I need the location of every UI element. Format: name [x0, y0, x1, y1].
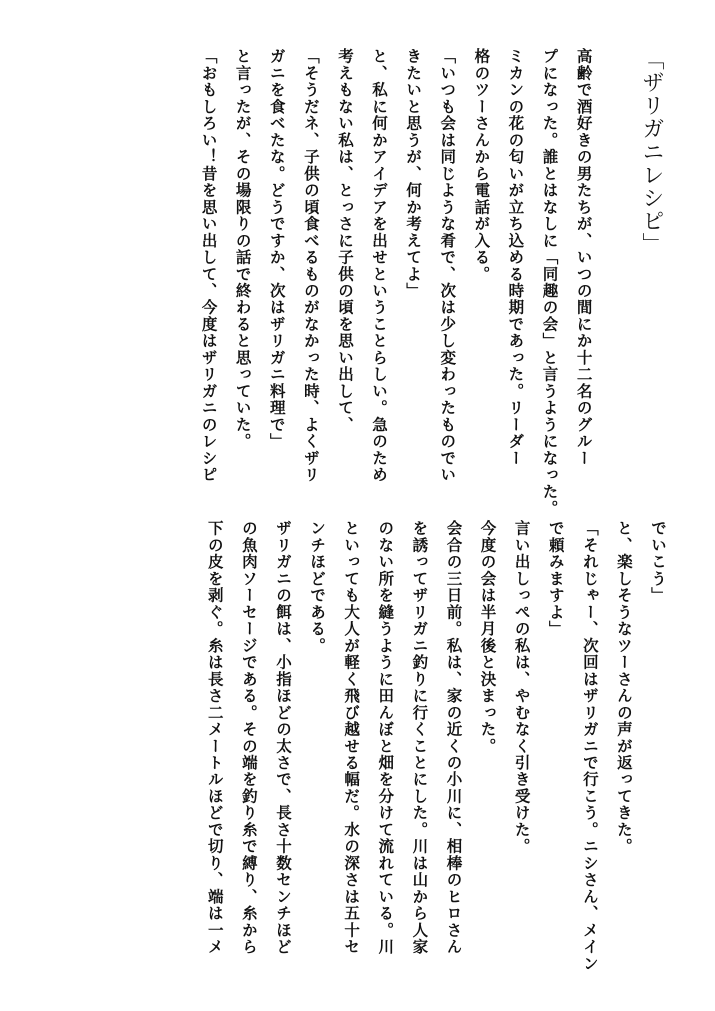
text-line: きたいと思うが、何か考えてよ」	[404, 48, 424, 300]
text-line: 言い出しっぺの私は、やむなく引き受けた。	[512, 520, 532, 855]
text-line: 高齢で酒好きの男たちが、いつの間にか十二名のグルー	[574, 48, 594, 467]
text-line: ンチほどである。	[308, 520, 328, 654]
text-line: でいこう」	[649, 520, 668, 604]
document-title: 「ザリガニレシピ」	[639, 48, 664, 256]
bottom-text-block	[35, 520, 675, 980]
text-line: 「それじゃー、次回はザリガニで行こう。ニシさん、メイン	[580, 520, 600, 972]
text-line: 下の皮を剥ぐ。糸は長さ二メートルほどで切り、端は一メ	[205, 520, 225, 956]
text-line: ガニを食べたな。どうですか、次はザリガニ料理で」	[267, 48, 287, 450]
text-line: と言ったが、その場限りの話で終わると思っていた。	[233, 48, 253, 450]
text-line: 会合の三日前。私は、家の近くの小川に、相棒のヒロさん	[444, 520, 464, 956]
text-line: 格のツーさんから電話が入る。	[472, 48, 492, 283]
text-line: と、楽しそうなツーさんの声が返ってきた。	[614, 520, 634, 855]
text-line: といっても大人が軽く飛び越せる幅だ。水の深さは五十セ	[342, 520, 362, 956]
text-line: 「いつも会は同じような肴で、次は少し変わったものでい	[438, 48, 458, 484]
text-line: 考えもない私は、とっさに子供の頃を思い出して、	[335, 48, 355, 434]
text-line: 「そうだネ、子供の頃食べるものがなかった時、よくザリ	[301, 48, 321, 484]
text-line: 今度の会は半月後と決まった。	[478, 520, 498, 755]
text-line: プになった。誰とはなしに「同趣の会」と言うようになった。	[540, 48, 560, 517]
text-line: のない所を縫うように田んぼと畑を分けて流れている。川	[376, 520, 396, 956]
text-line: 「おもしろい！昔を思い出して、今度はザリガニのレシピ	[199, 48, 219, 484]
text-line: ザリガニの餌は、小指ほどの太さで、長さ十数センチほど	[273, 520, 293, 956]
text-line: で頼みますよ」	[546, 520, 566, 638]
text-line: の魚肉ソーセージである。その端を釣り糸で縛り、糸から	[239, 520, 259, 956]
top-text-block	[35, 48, 675, 517]
text-line: と、私に何かアイデアを出せということらしい。急のため	[370, 48, 390, 484]
text-line: を誘ってザリガニ釣りに行くことにした。川は山から人家	[410, 520, 430, 956]
text-line: ミカンの花の匂いが立ち込める時期であった。リーダー	[506, 48, 526, 467]
